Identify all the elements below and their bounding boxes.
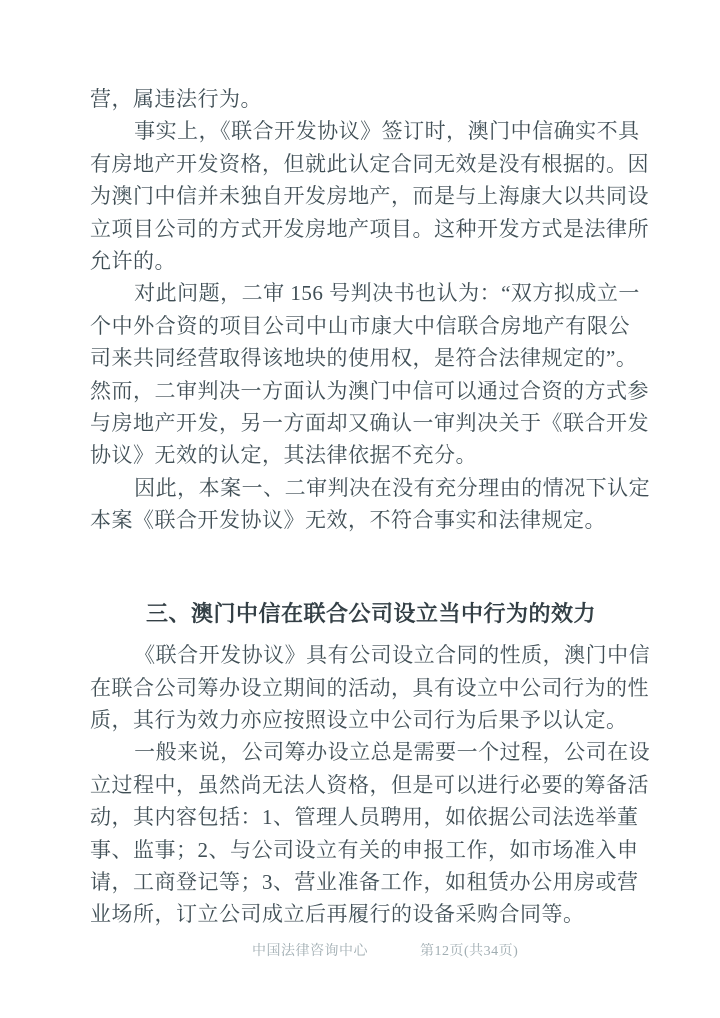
text-line: 立过程中，虽然尚无法人资格，但是可以进行必要的筹备活	[90, 772, 649, 797]
text-line: 事实上，《联合开发协议》签订时，澳门中信确实不具	[134, 119, 640, 144]
text-line: 个中外合资的项目公司中山市康大中信联合房地产有限公	[90, 313, 630, 338]
text-line: 请，工商登记等；3、营业准备工作，如租赁办公用房或营	[90, 869, 639, 894]
text-line: 在联合公司筹办设立期间的活动，具有设立中公司行为的性	[90, 675, 649, 700]
text-line: 允许的。	[90, 249, 176, 274]
text-line: 对此问题，二审 156 号判决书也认为：“双方拟成立一	[134, 281, 640, 306]
document-body	[90, 83, 651, 931]
text-line: 营，属违法行为。	[90, 87, 262, 111]
text-line: 立项目公司的方式开发房地产项目。这种开发方式是法律所	[90, 216, 649, 241]
footer-page-number: 第12页(共34页)	[420, 944, 519, 959]
text-line: 司来共同经营取得该地块的使用权，是符合法律规定的”。	[90, 346, 638, 371]
paragraph	[90, 736, 651, 930]
text-line: 质，其行为效力亦应按照设立中公司行为后果予以认定。	[90, 707, 628, 732]
paragraph-continuation	[90, 83, 630, 115]
text-line: 因此，本案一、二审判决在没有充分理由的情况下认定	[134, 475, 651, 500]
text-line: 本案《联合开发协议》无效，不符合事实和法律规定。	[90, 508, 606, 533]
section-heading: 三、澳门中信在联合公司设立当中行为的效力	[146, 600, 597, 626]
paragraph	[90, 639, 651, 736]
paragraph	[90, 472, 651, 537]
paragraph	[90, 115, 649, 277]
text-line: 协议》无效的认定，其法律依据不充分。	[90, 443, 477, 468]
paragraph	[90, 277, 649, 471]
footer-organization: 中国法律咨询中心	[252, 944, 368, 959]
text-line: 一般来说，公司筹办设立总是需要一个过程，公司在设	[134, 740, 651, 765]
text-line: 动，其内容包括：1、管理人员聘用，如依据公司法选举董	[90, 805, 639, 830]
text-line: 与房地产开发，另一方面却又确认一审判决关于《联合开发	[90, 411, 649, 436]
text-line: 业场所，订立公司成立后再履行的设备采购合同等。	[90, 902, 585, 927]
text-line: 有房地产开发资格，但就此认定合同无效是没有根据的。因	[90, 151, 649, 176]
text-line: 《联合开发协议》具有公司设立合同的性质，澳门中信	[134, 643, 651, 668]
text-line: 事、监事；2、与公司设立有关的申报工作，如市场准入申	[90, 837, 639, 862]
page-footer	[0, 941, 720, 963]
text-line: 然而，二审判决一方面认为澳门中信可以通过合资的方式参	[90, 378, 649, 403]
text-line: 为澳门中信并未独自开发房地产，而是与上海康大以共同设	[90, 184, 649, 209]
